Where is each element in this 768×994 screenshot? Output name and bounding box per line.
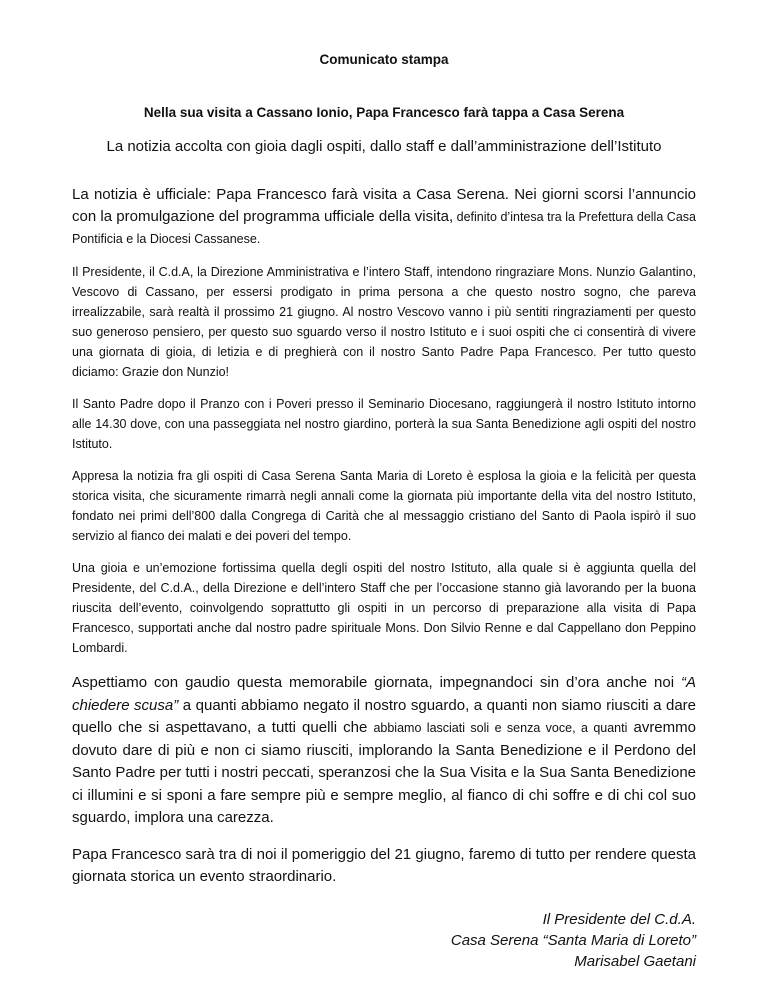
lead-paragraph [72,184,696,250]
subheadline: La notizia accolta con gioia dagli ospiti, dallo staff e dall’amministrazione dell’Istituto [106,138,662,155]
closing-1-small: abbiamo lasciati soli e senza voce, a quanti [373,721,628,735]
document-label: Comunicato stampa [319,52,449,67]
closing-1-start: Aspettiamo con gaudio questa memorabile giornata, impegnandoci sin d’ora anche noi [72,674,681,691]
signature-organization: Casa Serena “Santa Maria di Loreto” [450,931,696,949]
signature-name: Marisabel Gaetani [574,952,696,970]
paragraph-emotion: Una gioia e un’emozione fortissima quella degli ospiti del nostro Istituto, alla quale si è aggiunta quella del Presidente, del C.d.A., della Direzione e dell’intero Staff che per l’occasione stanno già lavorando per la buona riuscita dell’evento, coinvolgendo soprattutto gli ospiti in un percorso di preparazione alla visita di Papa Francesco, supportati anche dal nostro padre spirituale Mons. Don Silvio Renne e dal Cappellano don Peppino Lombardi. [72,561,696,655]
closing-paragraph-2: Papa Francesco sarà tra di noi il pomeriggio del 21 giugno, faremo di tutto per rendere questa giornata storica un evento straordinario. [72,845,696,885]
closing-1-end: avremmo dovuto dare di più e non ci siamo riusciti, implorando la Santa Benedizione e il Perdono del Santo Padre per tutti i nostri peccati, speranzosi che la Sua Visita e la Sua Santa Benedizione ci illumini e si sponi a fare sempre più e sempre meglio, al fianco di chi soffre e di chi col suo sguardo, implora una carezza. [72,719,696,826]
signature-role: Il Presidente del C.d.A. [542,910,696,928]
signature-block [72,909,696,972]
paragraph-thanks: Il Presidente, il C.d.A, la Direzione Amministrativa e l’intero Staff, intendono ringraziare Mons. Nunzio Galantino, Vescovo di Cassano, per essersi prodigato in prima persona a che questo nostro sogno, che pareva irrealizzabile, sarà realtà il prossimo 21 giugno. Al nostro Vescovo vanno i più sentiti ringraziamenti per questo suo generoso pensiero, per questo suo sguardo verso il nostro Istituto e i suoi ospiti che ci consentirà di vivere una giornata di gioia, di letizia e di preghierà con il nostro Santo Padre Papa Francesco. Per tutto questo diciamo: Grazie don Nunzio! [72,265,696,379]
lead-main-text: La notizia è ufficiale: Papa Francesco farà visita a Casa Serena. Nei giorni scorsi l’annuncio con la promulgazione del programma ufficiale della visita, [72,186,696,225]
lead-small-text: definito d’intesa tra la Prefettura della Casa Pontificia e la Diocesi Cassanese. [72,210,696,246]
closing-1-mid: a quanti abbiamo negato il nostro sguardo, a quanti non siamo riusciti a dare quello che si aspettavano, a tutti quelli che [72,696,696,736]
paragraph-news: Appresa la notizia fra gli ospiti di Casa Serena Santa Maria di Loreto è esplosa la gioia e la felicità per questa storica visita, che sicuramente rimarrà negli annali come la giornata più importante della vita del nostro Istituto, fondato nei primi dell’800 dalla Congrega di Carità che al messaggio cristiano del Santo di Paola ispirò il suo servizio al fianco dei malati e dei poveri del tempo. [72,469,696,543]
closing-1-quote: “A chiedere scusa” [72,674,696,714]
headline: Nella sua visita a Cassano Ionio, Papa Francesco farà tappa a Casa Serena [143,105,625,120]
paragraph-schedule: Il Santo Padre dopo il Pranzo con i Poveri presso il Seminario Diocesano, raggiungerà il nostro Istituto intorno alle 14.30 dove, con una passeggiata nel nostro giardino, porterà la sua Santa Benedizione agli ospiti del nostro Istituto. [72,397,696,451]
closing-paragraph-1 [72,672,696,830]
